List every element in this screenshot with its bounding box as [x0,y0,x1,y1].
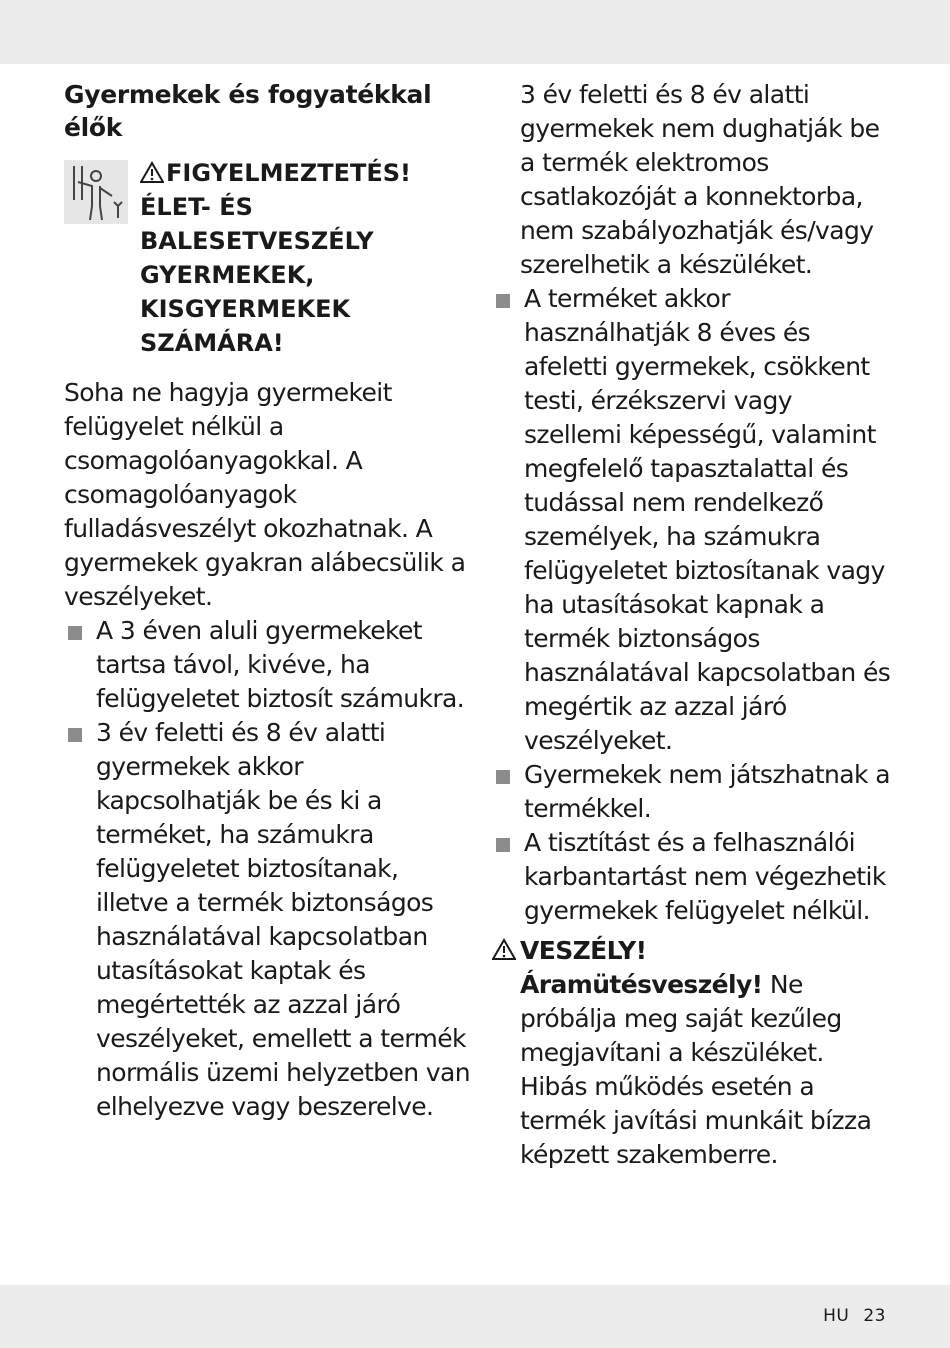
square-bullet-icon [496,838,510,852]
square-bullet-icon [68,626,82,640]
list-item-text: A tisztítást és a felhasználói karbantartást nem végezhetik gyermekek felügyelet nélkül. [524,828,886,925]
bottom-band [0,1285,950,1348]
warning-block [64,156,474,366]
square-bullet-icon [68,728,82,742]
danger-label: VESZÉLY! [520,936,647,965]
danger-text: Ne próbálja meg saját kezűleg megjavítani a készüléket. Hibás működés esetén a termék javítási munkáit bízza képzett szakemberre. [520,970,872,1169]
page-footer [823,1306,886,1326]
list-item [492,282,892,758]
section-heading: Gyermekek és fogyatékkal élők [64,80,432,142]
square-bullet-icon [496,770,510,784]
child-warning-icon [64,160,128,224]
list-item [64,716,474,1124]
top-band [0,0,950,64]
left-column [64,78,474,1124]
warning-label: FIGYELMEZTETÉS! ÉLET- ÉS BALESETVESZÉLY GYERMEKEK, KISGYERMEKEK SZÁMÁRA! [140,159,412,357]
square-bullet-icon [496,294,510,308]
danger-block [492,934,892,1172]
language-code: HU [823,1306,850,1326]
continued-paragraph: 3 év feletti és 8 év alatti gyermekek nem dughatják be a termék elektromos csatlakozóját a konnektorba, nem szabályozhatják és/vagy szerelhetik a készüléket. [520,80,880,279]
danger-subtitle: Áramütésveszély! [520,970,763,999]
list-item [492,758,892,826]
list-item-text: 3 év feletti és 8 év alatti gyermekek akkor kapcsolhatják be és ki a terméket, ha számukra felügyeletet biztosítanak, illetve a termék biztonságos használatával kapcsolatban utasításokat kaptak és megértették az azzal járó veszélyeket, emellett a termék normális üzemi helyzetben van elhelyezve vagy beszerelve. [96,718,470,1121]
intro-paragraph: Soha ne hagyja gyermekeit felügyelet nélkül a csomagolóanyagokkal. A csomagolóanyagok fulladásveszélyt okozhatnak. A gyermekek gyakran alábecsülik a veszélyeket. [64,378,466,611]
warning-triangle-icon [140,161,164,183]
list-item [64,614,474,716]
warning-text [140,156,474,360]
list-item [492,826,892,928]
right-column [492,78,892,1172]
page-number: 23 [863,1306,886,1326]
list-item-text: Gyermekek nem játszhatnak a termékkel. [524,760,890,823]
list-item-text: A terméket akkor használhatják 8 éves és afeletti gyermekek, csökkent testi, érzékszervi vagy szellemi képességű, valamint megfelelő tapasztalattal és tudással nem rendelkező személyek, ha számukra felügyeletet biztosítanak vagy ha utasításokat kapnak a termék biztonságos használatával kapcsolatban és megértik az azzal járó veszélyeket. [524,284,891,755]
warning-triangle-icon [492,938,516,960]
list-item-text: A 3 éven aluli gyermekeket tartsa távol, kivéve, ha felügyeletet biztosít számukra. [96,616,465,713]
